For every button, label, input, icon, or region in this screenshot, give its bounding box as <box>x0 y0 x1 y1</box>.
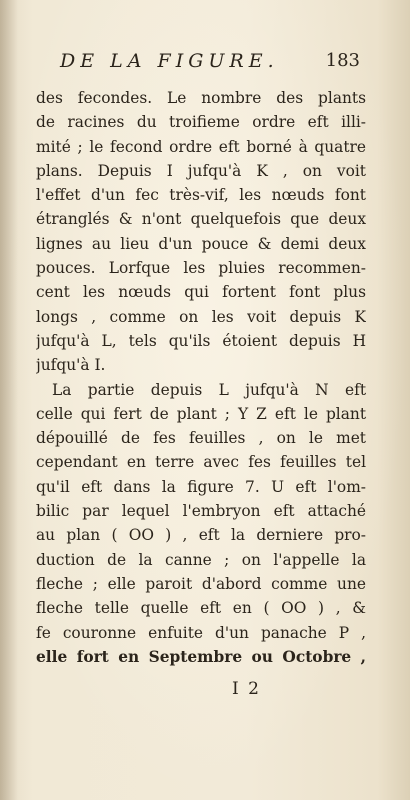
paragraph-start-line: La partie depuis L jufqu'à N eft <box>52 380 366 399</box>
text-line: cent les nœuds qui fortent font plus <box>36 283 366 302</box>
spine-shadow <box>0 0 18 800</box>
text-line: jufqu'à I. <box>36 356 106 375</box>
running-title: DE LA FIGURE. <box>60 50 279 72</box>
body-text <box>36 86 366 669</box>
text-line: fe couronne enfuite d'un panache P , <box>36 623 366 642</box>
signature-mark: I 2 <box>232 679 261 699</box>
text-line: fleche telle quelle eft en ( OO ) , & <box>36 599 366 618</box>
text-line: mité ; le fecond ordre eft borné à quatre <box>36 137 366 156</box>
text-line: lignes au lieu d'un pouce & demi deux <box>36 234 366 253</box>
page-number: 183 <box>325 50 360 71</box>
text-line: cependant en terre avec fes feuilles tel <box>36 453 366 472</box>
text-line: l'effet d'un fec très-vif, les nœuds font <box>36 186 366 205</box>
text-line: qu'il eft dans la figure 7. U eft l'om- <box>36 477 366 496</box>
text-line: étranglés & n'ont quelquefois que deux <box>36 210 366 229</box>
text-line: au plan ( OO ) , eft la derniere pro- <box>36 526 366 545</box>
text-line: dépouillé de fes feuilles , on le met <box>36 429 366 448</box>
text-line: plans. Depuis I jufqu'à K , on voit <box>36 161 366 180</box>
text-line: duction de la canne ; on l'appelle la <box>36 550 366 569</box>
text-line: des fecondes. Le nombre des plants <box>36 89 366 107</box>
text-line: pouces. Lorfque les pluies recommen- <box>36 259 366 278</box>
text-line: fleche ; elle paroit d'abord comme une <box>36 574 366 593</box>
text-line: bilic par lequel l'embryon eft attaché <box>36 502 366 521</box>
text-line: celle qui fert de plant ; Y Z eft le plant <box>36 404 366 423</box>
text-line: de racines du troifieme ordre eft illi- <box>36 113 366 132</box>
text-line: jufqu'à L, tels qu'ils étoient depuis H <box>36 331 366 350</box>
text-line: elle fort en Septembre ou Octobre , <box>36 647 366 666</box>
text-line: longs , comme on les voit depuis K <box>36 307 366 326</box>
page-header <box>60 50 360 76</box>
